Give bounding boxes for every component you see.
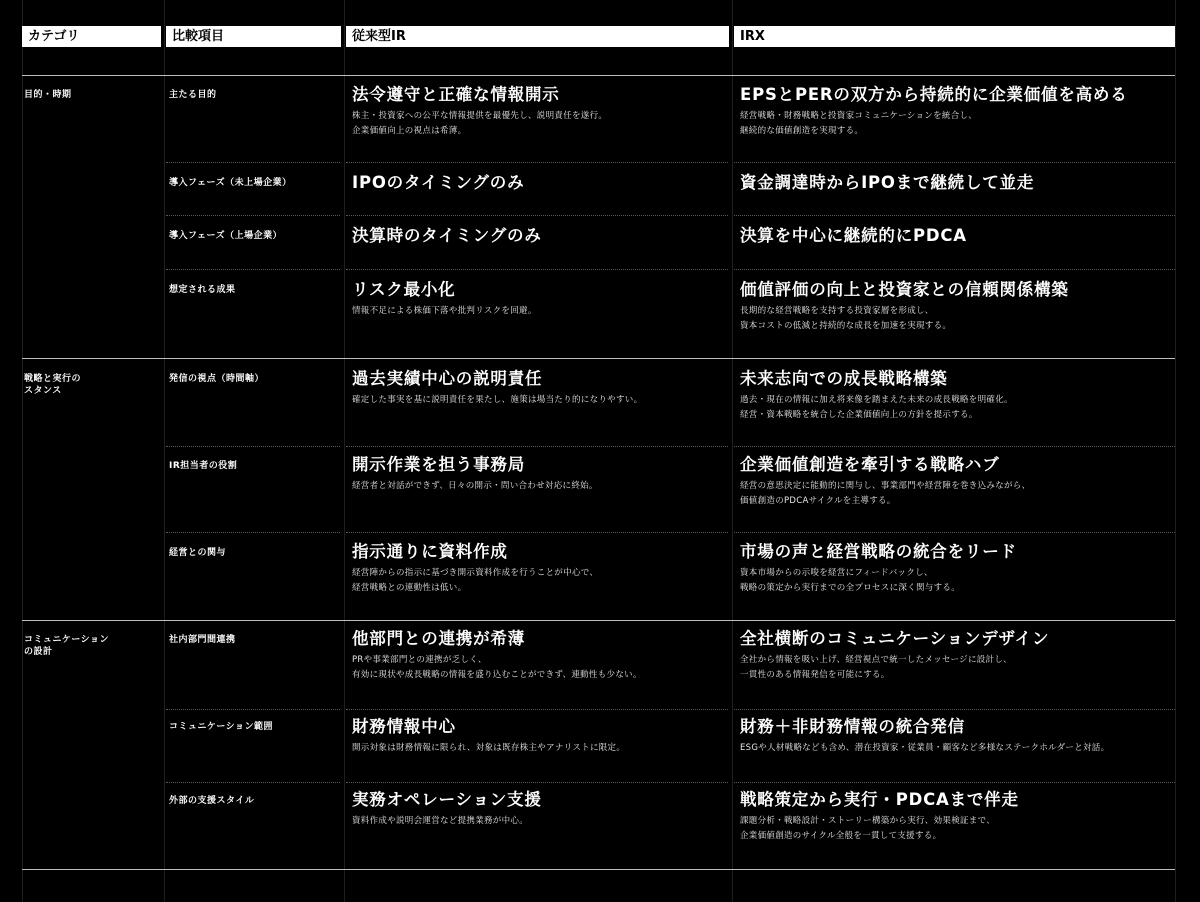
cell-title: 法令遵守と正確な情報開示 — [352, 85, 560, 104]
row-divider — [734, 215, 1175, 216]
cell-description: 課題分析・戦略設計・ストーリー構築から実行、効果検証まで、 企業価値創造のサイクル全般を一貫して支援する。 — [740, 816, 996, 841]
section-divider — [22, 75, 1175, 76]
row-divider — [734, 162, 1175, 163]
cell-title: 資金調達時からIPOまで継続して並走 — [740, 173, 1035, 192]
irx-cell — [740, 789, 1180, 844]
grid-line — [164, 0, 165, 902]
cell-description: 開示対象は財務情報に限られ、対象は既存株主やアナリストに限定。 — [352, 743, 626, 753]
compare-item: 発信の視点（時間軸） — [169, 374, 265, 384]
cell-title: リスク最小化 — [352, 280, 456, 299]
row-divider — [346, 162, 728, 163]
irx-cell — [740, 368, 1180, 423]
cell-title: 全社横断のコミュニケーションデザイン — [740, 629, 1050, 648]
category-strategy-stance: 戦略と実行の スタンス — [24, 374, 82, 396]
cell-title: 財務＋非財務情報の統合発信 — [740, 717, 965, 736]
grid-line — [22, 0, 23, 902]
category-purpose-timing: 目的・時期 — [24, 90, 72, 100]
cell-title: 他部門との連携が希薄 — [352, 629, 525, 648]
cell-description: 確定した事実を基に説明責任を果たし、施策は場当たり的になりやすい。 — [352, 395, 643, 405]
irx-cell — [740, 628, 1180, 683]
section-divider — [22, 869, 1175, 870]
irx-cell — [740, 279, 1180, 334]
cell-description: 経営者と対話ができず、日々の開示・問い合わせ対応に終始。 — [352, 481, 598, 491]
traditional-cell — [352, 84, 792, 139]
cell-title: 決算を中心に継続的にPDCA — [740, 226, 967, 245]
row-divider — [166, 215, 340, 216]
row-divider — [734, 269, 1175, 270]
cell-title: 指示通りに資料作成 — [352, 542, 508, 561]
section-divider — [22, 620, 1175, 621]
row-divider — [166, 269, 340, 270]
irx-cell — [740, 225, 1180, 247]
compare-item: 主たる目的 — [169, 90, 217, 100]
traditional-cell — [352, 628, 792, 683]
cell-description: 経営の意思決定に能動的に関与し、事業部門や経営陣を巻き込みながら、 価値創造のPDCAサイクルを主導する。 — [740, 481, 1031, 506]
compare-item: 社内部門間連携 — [169, 635, 236, 645]
irx-cell — [740, 716, 1180, 756]
irx-cell — [740, 454, 1180, 509]
cell-description: 過去・現在の情報に加え将来像を踏まえた未来の成長戦略を明確化。 経営・資本戦略を統合した企業価値向上の方針を提示する。 — [740, 395, 1013, 420]
irx-cell — [740, 84, 1180, 139]
irx-cell — [740, 172, 1180, 194]
cell-title: 市場の声と経営戦略の統合をリード — [740, 542, 1017, 561]
cell-title: 財務情報中心 — [352, 717, 456, 736]
cell-title: 価値評価の向上と投資家との信頼関係構築 — [740, 280, 1069, 299]
traditional-cell — [352, 225, 792, 247]
cell-title: 未来志向での成長戦略構築 — [740, 369, 948, 388]
traditional-cell — [352, 172, 792, 194]
traditional-cell — [352, 279, 792, 319]
row-divider — [166, 782, 340, 783]
header-category: カテゴリ — [22, 26, 161, 47]
cell-title: 過去実績中心の説明責任 — [352, 369, 543, 388]
row-divider — [346, 782, 728, 783]
row-divider — [166, 162, 340, 163]
cell-description: 株主・投資家への公平な情報提供を最優先し、説明責任を遂行。 企業価値向上の視点は希薄。 — [352, 111, 608, 136]
row-divider — [166, 532, 340, 533]
header-traditional-ir: 従来型IR — [346, 26, 729, 47]
cell-title: 実務オペレーション支援 — [352, 790, 542, 809]
row-divider — [346, 269, 728, 270]
cell-description: 経営陣からの指示に基づき開示資料作成を行うことが中心で、 経営戦略との連動性は低い。 — [352, 568, 599, 593]
row-divider — [734, 446, 1175, 447]
compare-item: IR担当者の役割 — [169, 461, 238, 471]
traditional-cell — [352, 789, 792, 829]
header-item: 比較項目 — [166, 26, 341, 47]
category-communication-design: コミュニケーション の設計 — [24, 635, 109, 657]
cell-description: 全社から情報を吸い上げ、経営視点で統一したメッセージに設計し、 一貫性のある情報発信を可能にする。 — [740, 655, 1012, 680]
cell-title: IPOのタイミングのみ — [352, 173, 525, 192]
traditional-cell — [352, 368, 792, 408]
row-divider — [346, 532, 728, 533]
row-divider — [346, 709, 728, 710]
header-irx: IRX — [734, 26, 1175, 47]
grid-line — [344, 0, 345, 902]
irx-cell — [740, 541, 1180, 596]
cell-title: 決算時のタイミングのみ — [352, 226, 542, 245]
cell-title: 戦略策定から実行・PDCAまで伴走 — [740, 790, 1019, 809]
compare-item: 外部の支援スタイル — [169, 796, 255, 806]
traditional-cell — [352, 541, 792, 596]
cell-description: 資料作成や説明会運営など提携業務が中心。 — [352, 816, 529, 826]
row-divider — [346, 446, 728, 447]
cell-description: 長期的な経営戦略を支持する投資家層を形成し、 資本コストの低減と持続的な成長を加速を実現する。 — [740, 306, 952, 331]
row-divider — [734, 782, 1175, 783]
compare-item: 導入フェーズ（未上場企業） — [169, 178, 292, 188]
cell-title: 開示作業を担う事務局 — [352, 455, 525, 474]
row-divider — [734, 532, 1175, 533]
cell-title: 企業価値創造を牽引する戦略ハブ — [740, 455, 1000, 474]
cell-description: 経営戦略・財務戦略と投資家コミュニケーションを統合し、 継続的な価値創造を実現する。 — [740, 111, 978, 136]
row-divider — [734, 709, 1175, 710]
cell-description: 情報不足による株価下落や批判リスクを回避。 — [352, 306, 537, 316]
cell-title: EPSとPERの双方から持続的に企業価値を高める — [740, 85, 1128, 104]
cell-description: PRや事業部門との連携が乏しく、 有効に現状や成長戦略の情報を盛り込むことができず、連動性も少ない。 — [352, 655, 642, 680]
section-divider — [22, 358, 1175, 359]
cell-description: 資本市場からの示唆を経営にフィードバックし、 戦略の策定から実行までの全プロセスに深く関与する。 — [740, 568, 961, 593]
compare-item: コミュニケーション範囲 — [169, 722, 273, 732]
compare-item: 導入フェーズ（上場企業） — [169, 231, 283, 241]
compare-item: 想定される成果 — [169, 285, 236, 295]
compare-item: 経営との関与 — [169, 548, 227, 558]
row-divider — [346, 215, 728, 216]
traditional-cell — [352, 716, 792, 756]
traditional-cell — [352, 454, 792, 494]
row-divider — [166, 446, 340, 447]
cell-description: ESGや人材戦略なども含め、潜在投資家・従業員・顧客など多様なステークホルダーと対話。 — [740, 743, 1110, 753]
row-divider — [166, 709, 340, 710]
